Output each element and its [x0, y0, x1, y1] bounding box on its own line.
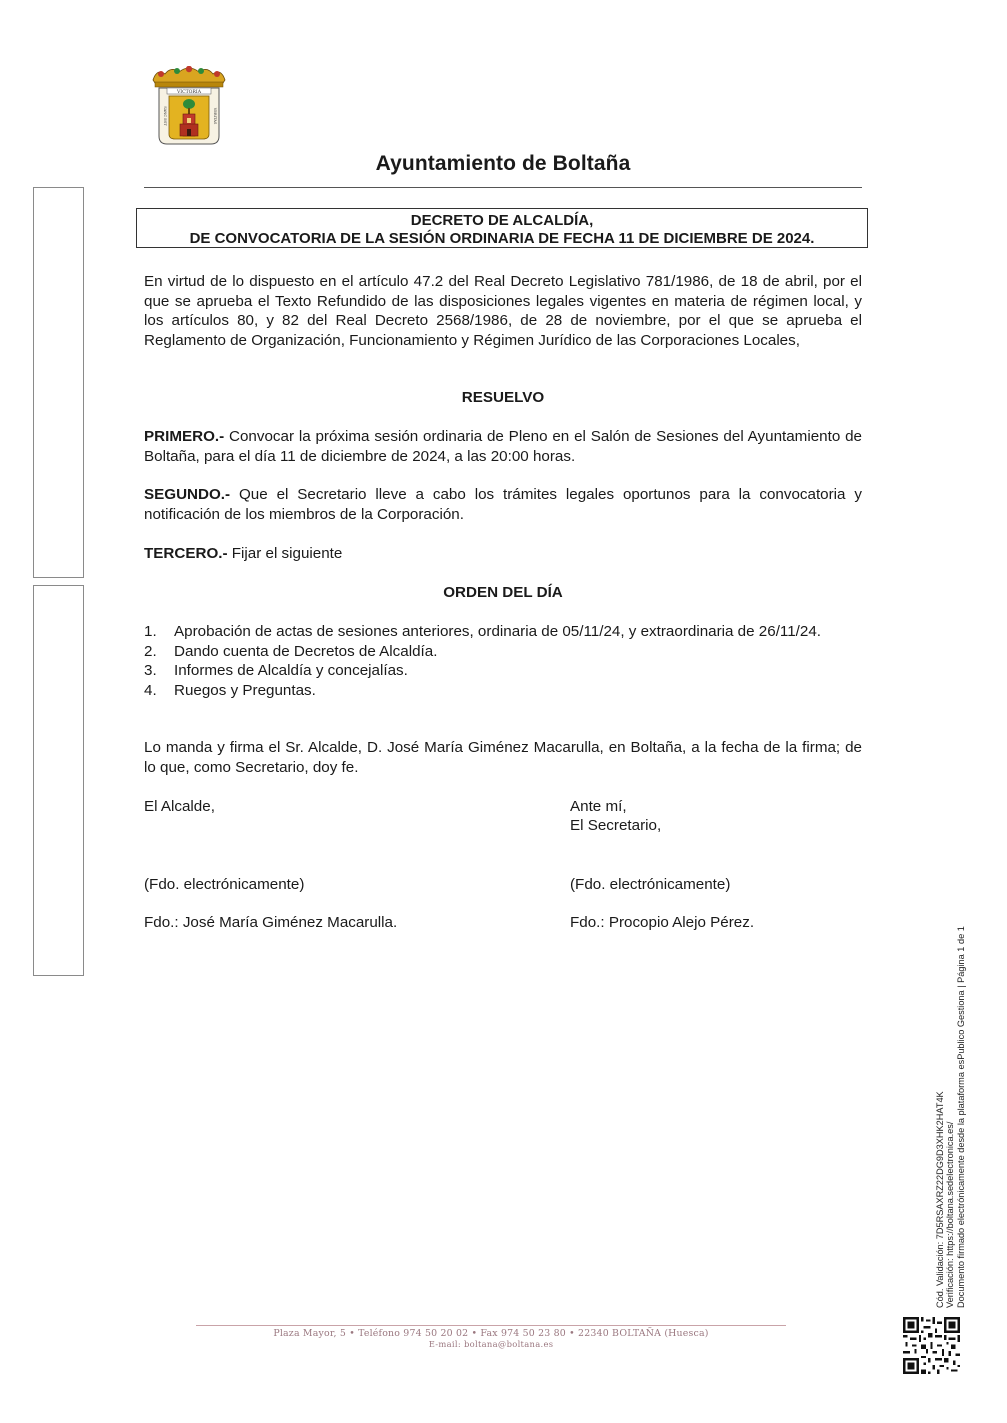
validation-url: Verificación: https://boltana.sedelectronica.es/: [945, 1121, 955, 1308]
footer-divider: [196, 1325, 786, 1326]
decree-title-line2: DE CONVOCATORIA DE LA SESIÓN ORDINARIA DE FECHA 11 DE DICIEMBRE DE 2024.: [189, 230, 815, 247]
page-title: Ayuntamiento de Boltaña: [375, 152, 631, 175]
list-item-number: 4.: [144, 681, 157, 699]
validation-sidebar: [922, 888, 966, 1308]
signature-right-role-line2: El Secretario,: [570, 817, 662, 834]
list-item-text: Ruegos y Preguntas.: [174, 681, 316, 699]
orden-heading: ORDEN DEL DÍA: [443, 584, 563, 601]
clause-segundo-label: SEGUNDO.-: [144, 486, 231, 503]
list-item-text: Informes de Alcaldía y concejalías.: [174, 662, 408, 679]
crest-left-text: SANC EST: [163, 106, 167, 126]
margin-box-bottom: [33, 585, 84, 976]
crown-icon: [153, 66, 225, 87]
decree-title-line1: DECRETO DE ALCALDÍA,: [410, 212, 594, 229]
closing-paragraph: Lo manda y firma el Sr. Alcalde, D. José María Giménez Macarulla, en Boltaña, a la fecha de la firma; de lo que, como Secretario, doy fe.: [144, 739, 862, 776]
footer-contact: [196, 1328, 786, 1350]
signature-right-name: Fdo.: Procopio Alejo Pérez.: [570, 914, 755, 931]
clause-primero-text: Convocar la próxima sesión ordinaria de Pleno en el Salón de Sesiones del Ayuntamiento de Boltaña, para el día 11 de diciembre de 2024, a las 20:00 horas.: [144, 428, 862, 465]
intro-paragraph: En virtud de lo dispuesto en el artículo 47.2 del Real Decreto Legislativo 781/1986, de 18 de abril, por el que se aprueba el Texto Refundido de las disposiciones legales vigentes en materia de régimen local, y los artículos 80, y 82 del Real Decreto 2568/1986, de 28 de noviembre, por el que se aprueba el Reglamento de Organización, Funcionamiento y Régimen Jurídico de las Corporaciones Locales,: [144, 273, 862, 349]
clause-tercero: [144, 544, 862, 564]
clause-segundo: [144, 485, 862, 524]
list-item-number: 1.: [144, 623, 157, 640]
clause-tercero-label: TERCERO.-: [144, 545, 228, 562]
list-item-text: Dando cuenta de Decretos de Alcaldía.: [174, 642, 438, 660]
clause-tercero-text: Fijar el siguiente: [227, 545, 343, 562]
list-item: [144, 622, 862, 642]
validation-signed-note: Documento firmado electrónicamente desde la plataforma esPublico Gestiona | Página 1 de 1: [955, 926, 966, 1308]
crest-banner-text: VICTORIA: [176, 90, 202, 95]
list-item: [144, 681, 862, 701]
margin-box-top: [33, 187, 84, 578]
list-item: [144, 642, 862, 662]
qr-code-icon[interactable]: [903, 1317, 960, 1374]
signature-left-signed: (Fdo. electrónicamente): [144, 876, 305, 893]
list-item-number: 2.: [144, 642, 157, 660]
title-divider: [144, 187, 862, 188]
list-item-number: 3.: [144, 662, 157, 679]
orden-list: [144, 622, 862, 700]
signature-right-signed: (Fdo. electrónicamente): [570, 876, 731, 893]
validation-code: Cód. Validación: 7D5RSAXRZ22DG9D3XHK2HAT4K: [934, 1091, 945, 1308]
footer-address: Plaza Mayor, 5 • Teléfono 974 50 20 02 • Fax 974 50 23 80 • 22340 BOLTAÑA (Huesca): [273, 1328, 709, 1339]
signature-left-role: El Alcalde,: [144, 798, 215, 815]
clause-primero: [144, 427, 862, 466]
decree-title-box: [136, 208, 868, 248]
list-item: [144, 661, 862, 681]
list-item-text: Aprobación de actas de sesiones anteriores, ordinaria de 05/11/24, y extraordinaria de 26/11/24.: [174, 623, 822, 640]
clause-segundo-text: Que el Secretario lleve a cabo los trámites legales oportunos para la convocatoria y notificación de los miembros de la Corporación.: [144, 486, 862, 523]
signature-right-role-line1: Ante mí,: [570, 798, 627, 815]
clause-primero-label: PRIMERO.-: [144, 428, 225, 445]
crest-right-text: VERITAS: [213, 107, 217, 125]
resuelvo-heading: RESUELVO: [461, 389, 545, 406]
footer-email: E-mail: boltana@boltana.es: [428, 1339, 554, 1349]
coat-of-arms-logo: [147, 66, 231, 146]
signature-left-name: Fdo.: José María Giménez Macarulla.: [144, 914, 398, 931]
